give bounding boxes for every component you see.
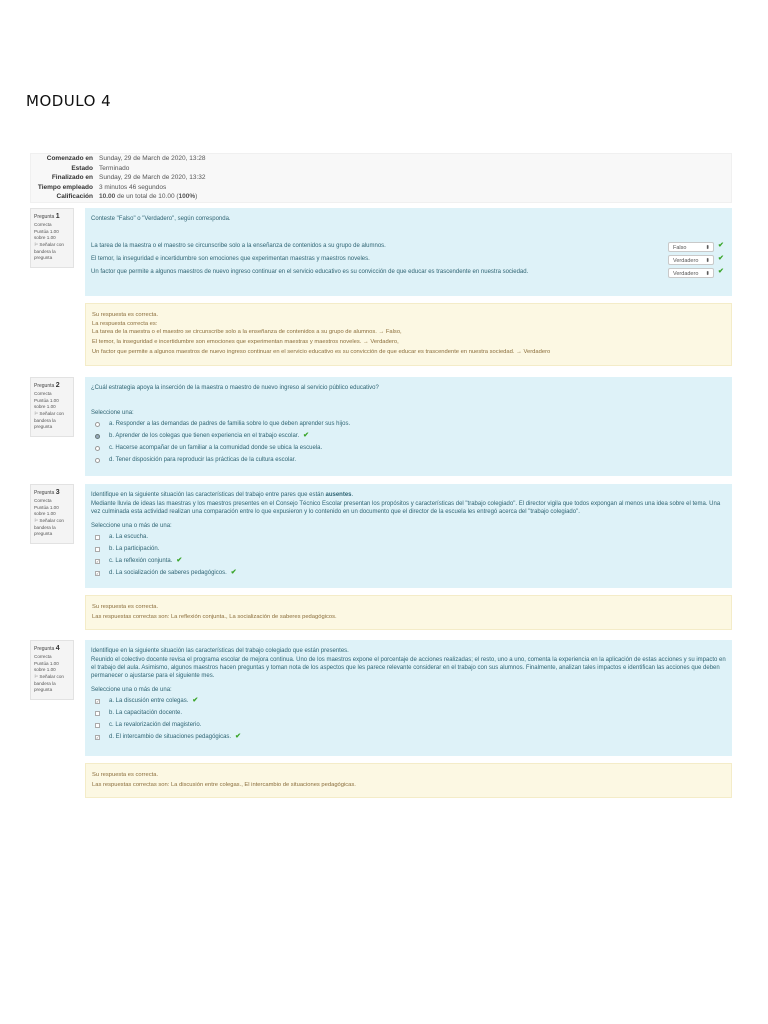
prompt-text: Identifique en la siguiente situación las características del trabajo entre pares que están [91,492,326,498]
question-state: Correcta [34,391,52,397]
feedback-label: La respuesta correcta es: [92,320,158,327]
match-row [91,253,726,266]
question-scenario: Mediante lluvia de ideas las maestras y los maestros presentes en el Consejo Técnico Escolar presentan los propósitos y características del "trabajo colegiado". El director vigila que todos expongan al menos una idea sobre el tema. Una vez culminada esta actividad realizan una comparación entre lo que expusieron y lo contenido en un documento que el director de la escuela les entregó acerca del "trabajo colegiado". [91,501,721,516]
summary-row-state [31,164,731,174]
radio-button-selected[interactable] [95,434,100,439]
summary-value: Sunday, 29 de March de 2020, 13:32 [99,174,206,182]
question-state: Correcta [34,654,52,660]
answer-option[interactable] [91,719,726,731]
check-icon: ✔ [192,697,199,705]
question-grade [34,505,70,518]
check-icon: ✔ [230,568,237,576]
grade-line: sobre 1.00 [34,404,56,410]
feedback-title: Su respuesta es correcta. [92,772,159,778]
question-prompt: ¿Cuál estrategia apoya la inserción de la maestra o maestro de nuevo ingreso al servicio público educativo? [91,385,379,391]
select-value: Verdadero [673,270,699,277]
select-value: Falso [673,244,687,251]
flag-label: bandera la [34,417,56,423]
match-statement: La tarea de la maestra o el maestro se circunscribe solo a la enseñanza de contenidos a su grupo de alumnos. [91,243,386,249]
flag-label: bandera la [34,248,56,254]
summary-value: 3 minutos 46 segundos [99,183,167,191]
option-label: d. Tener disposición para reproducir las prácticas de la cultura escolar. [109,456,296,463]
question-number-value: 2 [55,382,60,389]
answer-select[interactable] [668,255,714,265]
match-statement: Un factor que permite a algunos maestros de nuevo ingreso continuar en el servicio educativo es su convicción de que educar es trascendente en nuestra sociedad. [91,269,529,275]
radio-button[interactable] [95,422,100,427]
answer-option[interactable] [91,454,726,466]
flag-question-link[interactable] [34,674,70,694]
checkbox[interactable] [95,547,100,552]
question-2-content [85,377,732,476]
grade-line: Puntúa 1.00 [34,504,59,510]
summary-key: Finalizado en [51,174,93,182]
check-icon: ✔ [235,733,241,741]
checkbox-checked[interactable]: ✓ [96,558,100,564]
summary-row-finished [31,173,731,183]
summary-key: Estado [71,164,93,172]
flag-icon: ⚐ [34,518,39,524]
answer-select[interactable] [668,242,714,252]
match-row [91,240,726,253]
option-label: c. La revalorización del magisterio. [109,721,202,728]
match-statement: El temor, la inseguridad e incertidumbre son emociones que experimentan maestras y maestros noveles. [91,256,370,262]
question-number-value: 1 [55,213,60,220]
match-row [91,266,726,279]
question-prompt: Conteste "Falso" o "Verdadero", según corresponda. [91,216,231,222]
option-label: c. La reflexión conjunta. [109,557,173,564]
feedback-line: Un factor que permite a algunos maestros de nuevo ingreso continuar en el servicio educativo es su convicción de que educar es trascendente en nuestra sociedad. → Verdadero [92,349,551,356]
flag-icon: ⚐ [34,242,39,248]
option-label: d. La socialización de saberes pedagógicos. [109,569,227,576]
summary-value [99,192,197,202]
checkbox[interactable] [95,535,100,540]
check-icon: ✔ [176,556,183,564]
feedback-line: El temor, la inseguridad e incertidumbre son emociones que experimentan maestras y maestros noveles. → Verdadero, [92,339,399,346]
question-prompt [91,491,726,500]
chevron-updown-icon: ⬍ [705,257,710,264]
grade-line: Puntúa 1.00 [34,660,59,666]
answer-option[interactable] [91,695,726,707]
question-1-content [85,208,732,296]
question-number [34,488,70,498]
flag-label: pregunta [34,531,53,537]
check-icon: ✔ [718,255,724,263]
feedback-line: La tarea de la maestra o el maestro se circunscribe solo a la enseñanza de contenidos a su grupo de alumnos. → Falso, [92,329,402,336]
option-label: a. La discusión entre colegas. [109,697,189,704]
feedback-title: Su respuesta es correcta. [92,312,159,318]
check-icon: ✔ [718,268,724,276]
grade-percent: 100% [178,193,196,201]
flag-question-link[interactable] [34,242,70,262]
answer-instruction: Seleccione una o más de una: [91,523,172,530]
checkbox-checked[interactable]: ✓ [96,698,100,704]
grade-line: Puntúa 1.00 [34,397,59,403]
flag-question-link[interactable] [34,518,70,538]
answer-option[interactable] [91,731,726,743]
flag-icon: ⚐ [34,674,39,680]
question-3-content [85,484,732,588]
chevron-updown-icon: ⬍ [705,244,710,251]
question-state: Correcta [34,498,52,504]
feedback-text: Las respuestas correctas son: La reflexión conjunta., La socialización de saberes pedagógicos. [92,613,337,620]
flag-question-link[interactable] [34,411,70,431]
question-word: Pregunta [34,490,55,496]
option-label: b. Aprender de los colegas que tienen experiencia en el trabajo escolar. [109,432,300,439]
question-info-1 [30,208,74,268]
question-4-feedback [85,763,732,798]
answer-option[interactable] [91,531,726,543]
flag-label: pregunta [34,424,53,430]
flag-label: bandera la [34,524,56,530]
answer-option[interactable] [91,543,726,555]
feedback-title: Su respuesta es correcta. [92,604,159,610]
select-value: Verdadero [673,257,699,264]
question-number-value: 3 [55,489,60,496]
radio-button[interactable] [95,458,100,463]
summary-row-time [31,183,731,193]
question-info-4 [30,640,74,700]
prompt-emphasis: ausentes [325,492,352,498]
answer-option[interactable] [91,567,726,579]
option-label: a. La escucha. [109,533,149,540]
flag-label: pregunta [34,687,53,693]
feedback-text: Las respuestas correctas son: La discusión entre colegas., El intercambio de situaciones pedagógicas. [92,781,356,788]
answer-option[interactable] [91,442,726,454]
prompt-text: . [351,492,354,498]
question-number [34,381,70,391]
grade-line: sobre 1.00 [34,667,56,673]
question-number [34,212,70,222]
answer-option[interactable] [91,430,726,442]
question-word: Pregunta [34,646,55,652]
checkbox-checked[interactable]: ✓ [96,734,100,740]
radio-button[interactable] [95,446,100,451]
option-label: c. Hacerse acompañar de un familiar a la comunidad donde se ubica la escuela. [109,444,323,451]
question-info-2 [30,377,74,437]
answer-option[interactable] [91,555,726,567]
flag-label: pregunta [34,255,53,261]
option-label: b. La capacitación docente. [109,709,183,716]
question-grade [34,229,70,242]
flag-label: Señalar con [39,411,64,417]
answer-instruction: Seleccione una o más de una: [91,687,172,694]
grade-line: Puntúa 1.00 [34,228,59,234]
check-icon: ✔ [303,431,310,439]
question-prompt: Identifique en la siguiente situación las características del trabajo colegiado que están presentes. [91,648,349,654]
flag-icon: ⚐ [34,411,39,417]
summary-row-started [31,154,731,164]
page-title: MODULO 4 [26,92,112,110]
question-3-feedback [85,595,732,630]
answer-option[interactable] [91,418,726,430]
grade-total: de un total de 10.00 ( [115,193,179,201]
question-state: Correcta [34,222,52,228]
attempt-summary [30,153,732,203]
chevron-updown-icon: ⬍ [705,270,710,277]
flag-label: Señalar con [39,242,64,248]
summary-value: Terminado [99,164,130,172]
grade-close: ) [195,193,198,201]
check-icon: ✔ [718,242,724,250]
flag-label: Señalar con [39,518,64,524]
question-word: Pregunta [34,383,55,389]
option-label: b. La participación. [109,545,160,552]
question-grade [34,661,70,674]
checkbox[interactable] [95,711,100,716]
question-grade [34,398,70,411]
option-label: a. Responder a las demandas de padres de familia sobre lo que deben aprender sus hijos. [109,420,351,427]
question-word: Pregunta [34,214,55,220]
question-number-value: 4 [55,645,60,652]
question-scenario: Reunido el colectivo docente revisa el programa escolar de mejora continua. Uno de los maestros expone el porcentaje de acciones realizadas; el resto, uno a uno, comenta la experiencia en la aplicación de estas acciones y su impacto en el trabajo del aula. Asimismo, algunos maestros hacen preguntas y toman nota de los aspectos que les parece relevante considerar en el trabajo con sus alumnos. Finalmente, analizan tales impactos e identifican las acciones que deben permanecer o ajustarse para el siguiente mes. [91,657,726,680]
grade-line: sobre 1.00 [34,235,56,241]
question-4-content [85,640,732,756]
summary-key: Tiempo empleado [37,183,93,191]
summary-key: Calificación [56,193,93,201]
question-info-3 [30,484,74,544]
answer-select[interactable] [668,268,714,278]
grade-value: 10.00 [99,193,116,201]
summary-key: Comenzado en [46,155,93,162]
checkbox[interactable] [95,723,100,728]
answer-option[interactable] [91,707,726,719]
flag-label: bandera la [34,680,56,686]
option-label: d. El intercambio de situaciones pedagógicas. [109,733,232,740]
grade-line: sobre 1.00 [34,511,56,517]
flag-label: Señalar con [39,674,64,680]
question-1-feedback [85,303,732,366]
answer-instruction: Seleccione una: [91,410,134,416]
summary-value: Sunday, 29 de March de 2020, 13:28 [99,155,206,162]
checkbox-checked[interactable]: ✓ [96,570,100,576]
question-number [34,644,70,654]
summary-row-grade [31,192,731,202]
